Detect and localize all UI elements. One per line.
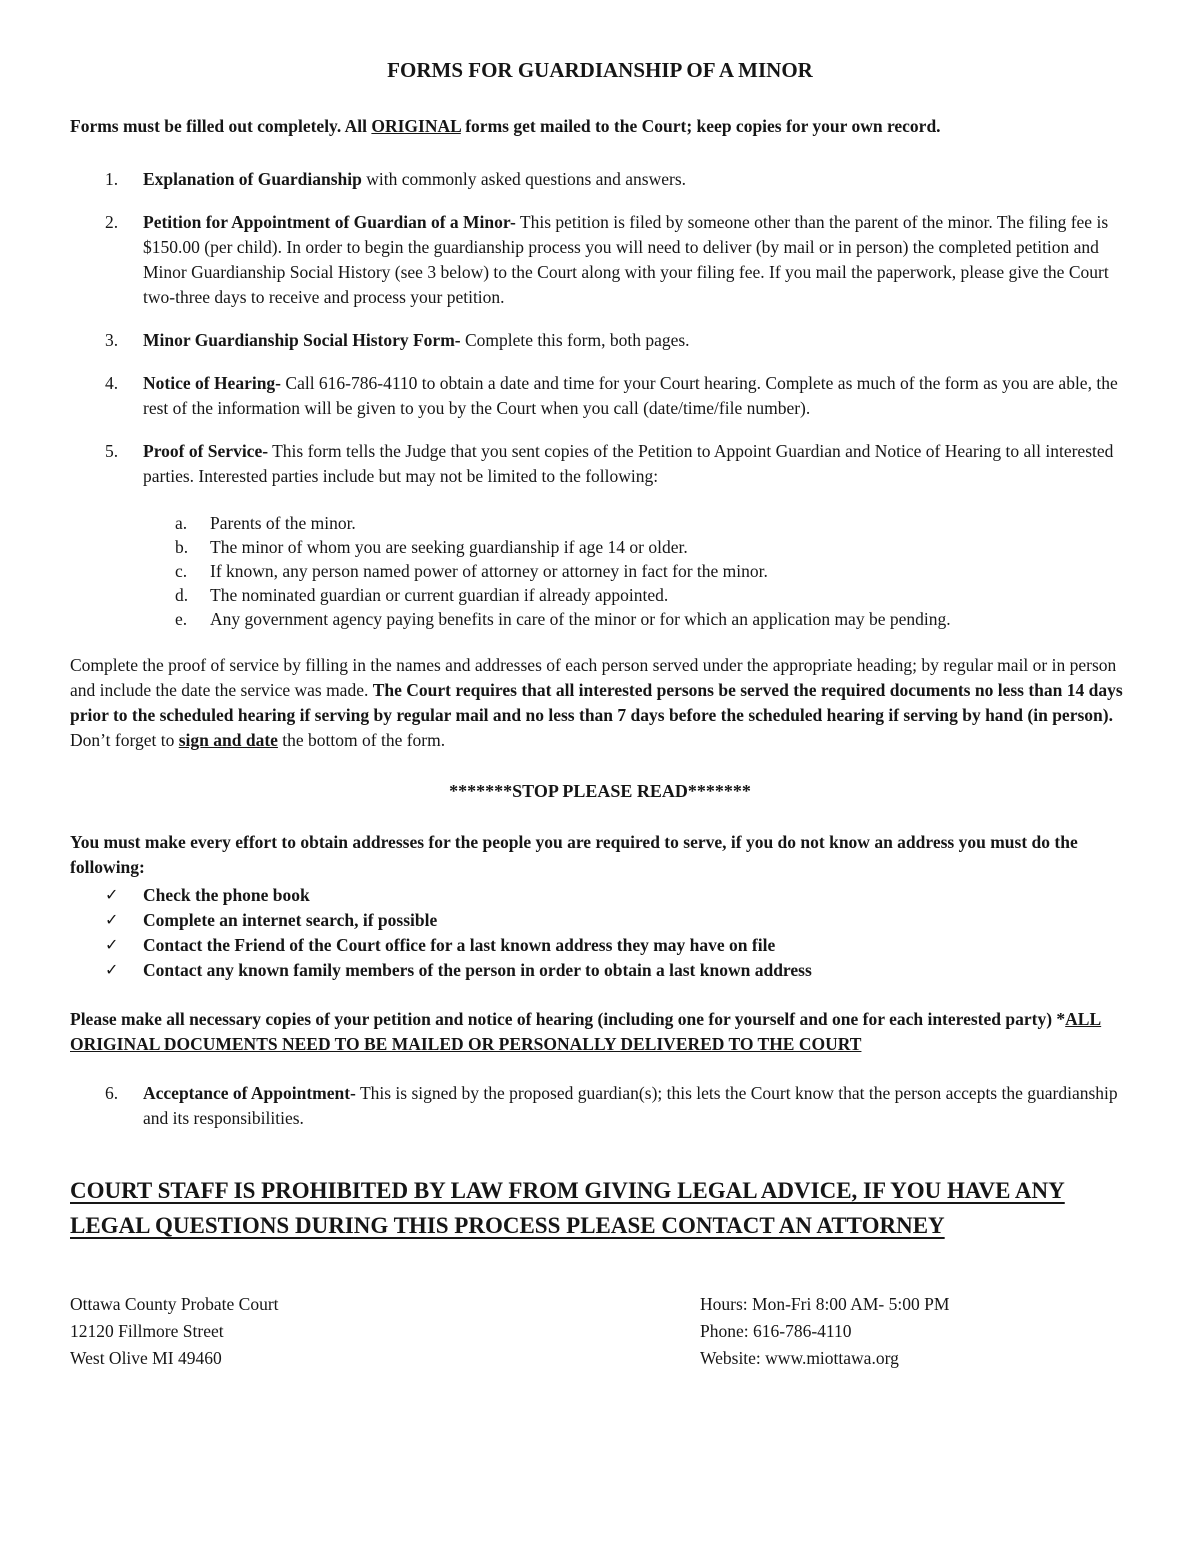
sub-item-letter: c. [175,561,188,581]
list-item-title: Minor Guardianship Social History Form- [143,330,461,350]
list-item [175,535,1130,559]
sub-item-letter: a. [175,513,188,533]
checklist-item [105,883,1130,908]
checklist-item-text: Contact any known family members of the person in order to obtain a last known address [143,960,812,980]
sub-item-text: Any government agency paying benefits in care of the minor or for which an application may be pending. [210,609,951,629]
list-item-number: 5. [105,441,119,461]
list-item-title: Proof of Service- [143,441,269,461]
checklist-item [105,958,1130,983]
list-item-text [143,1081,1130,1131]
sub-item-letter: b. [175,537,189,557]
checklist-item [105,933,1130,958]
list-item-body: This form tells the Judge that you sent copies of the Petition to Appoint Guardian and Notice of Hearing to all interested parties. Interested parties include but may not be limited to the following: [143,441,1114,486]
court-contact [700,1291,1130,1372]
sub-item-text: If known, any person named power of attorney or attorney in fact for the minor. [210,561,768,581]
list-item-number: 2. [105,212,119,232]
intro-text-pre: Forms must be filled out completely. All [70,116,372,136]
service-text-bold: The Court requires that all interested persons be served the required documents no less than 14 days prior to the scheduled hearing if serving by regular mail and no less than 7 days before the scheduled hearing if serving by hand (in person). [70,680,1123,725]
checkmark-icon: ✓ [105,912,119,929]
service-instructions [70,653,1130,753]
address-requirement-intro: You must make every effort to obtain addresses for the people you are required to serve, if you do not know an address you must do the following: [70,832,1078,877]
sub-item-text: The minor of whom you are seeking guardianship if age 14 or older. [210,537,688,557]
list-item-text [143,371,1130,421]
list-item [175,511,1130,535]
address-checklist [70,883,1130,983]
legal-advice-notice: COURT STAFF IS PROHIBITED BY LAW FROM GIVING LEGAL ADVICE, IF YOU HAVE ANY LEGAL QUESTIONS DURING THIS PROCESS PLEASE CONTACT AN ATTORNEY [70,1178,1065,1238]
sign-and-date-emphasis: sign and date [178,730,278,750]
list-item-body: with commonly asked questions and answers. [361,169,687,189]
list-item-body: Complete this form, both pages. [460,330,690,350]
list-item-title: Acceptance of Appointment- [143,1083,356,1103]
court-city: West Olive MI 49460 [70,1348,222,1368]
list-item-number: 1. [105,169,119,189]
list-item-explanation [70,167,1130,192]
checkmark-icon: ✓ [105,962,119,979]
court-address [70,1291,700,1372]
footer [70,1291,1130,1372]
sub-item-text: Parents of the minor. [210,513,356,533]
list-item-acceptance [70,1081,1130,1131]
court-website: Website: www.miottawa.org [700,1348,899,1368]
checklist-item-text: Check the phone book [143,885,310,905]
list-item-number: 6. [105,1083,119,1103]
checklist-item [105,908,1130,933]
intro-text-post: forms get mailed to the Court; keep copies for your own record. [460,116,941,136]
service-text-regular: the bottom of the form. [277,730,446,750]
list-item-body: This petition is filed by someone other than the parent of the minor. The filing fee is $150.00 (per child). In order to begin the guardianship process you will need to deliver (by mail or in person) the completed petition and Minor Guardianship Social History (see 3 below) to the Court along with your filing fee. If you mail the paperwork, please give the Court two-three days to receive and process your petition. [143,212,1109,307]
list-item [175,583,1130,607]
list-item-title: Explanation of Guardianship [143,169,362,189]
court-street: 12120 Fillmore Street [70,1321,224,1341]
list-item [175,607,1130,631]
copies-notice-text: Please make all necessary copies of your petition and notice of hearing (including one for yourself and one for each interested party) * [70,1009,1066,1029]
service-text-regular: Don’t forget to [70,730,179,750]
list-item-proof-of-service [70,439,1130,489]
stop-please-read-heading: *******STOP PLEASE READ******* [449,781,751,801]
list-item-title: Petition for Appointment of Guardian of a Minor- [143,212,516,232]
interested-parties-list [175,511,1130,631]
list-item-notice-of-hearing [70,371,1130,421]
intro-text-underlined: ORIGINAL [371,116,461,136]
sub-item-text: The nominated guardian or current guardian if already appointed. [210,585,669,605]
court-name: Ottawa County Probate Court [70,1294,279,1314]
checkmark-icon: ✓ [105,937,119,954]
list-item-petition [70,210,1130,310]
court-phone: Phone: 616-786-4110 [700,1321,852,1341]
list-item-text [143,210,1130,310]
list-item-number: 3. [105,330,119,350]
list-item-body: Call 616-786-4110 to obtain a date and time for your Court hearing. Complete as much of the form as you are able, the rest of the information will be given to you by the Court when you call (date/time/file number). [143,373,1118,418]
checklist-item-text: Complete an internet search, if possible [143,910,438,930]
list-item-text [143,439,1130,489]
list-item-social-history [70,328,1130,353]
sub-item-letter: e. [175,609,188,629]
checkmark-icon: ✓ [105,887,119,904]
service-text-regular: Complete the proof of service by filling in the names and addresses of each person served under the appropriate heading; by regular mail or in person and include the date the service was made. [70,655,1117,700]
intro-note [70,114,1130,139]
list-item-text [143,328,1130,353]
list-item-title: Notice of Hearing- [143,373,282,393]
sub-item-letter: d. [175,585,189,605]
copies-notice-underlined: ALL ORIGINAL DOCUMENTS NEED TO BE MAILED OR PERSONALLY DELIVERED TO THE COURT [70,1009,1102,1054]
list-item [175,559,1130,583]
list-item-text [143,167,1130,192]
list-item-body: This is signed by the proposed guardian(s); this lets the Court know that the person accepts the guardianship and its responsibilities. [143,1083,1118,1128]
list-item-number: 4. [105,373,119,393]
checklist-item-text: Contact the Friend of the Court office for a last known address they may have on file [143,935,776,955]
copies-notice [70,1007,1130,1057]
court-hours: Hours: Mon-Fri 8:00 AM- 5:00 PM [700,1294,950,1314]
page-title: FORMS FOR GUARDIANSHIP OF A MINOR [387,58,813,82]
